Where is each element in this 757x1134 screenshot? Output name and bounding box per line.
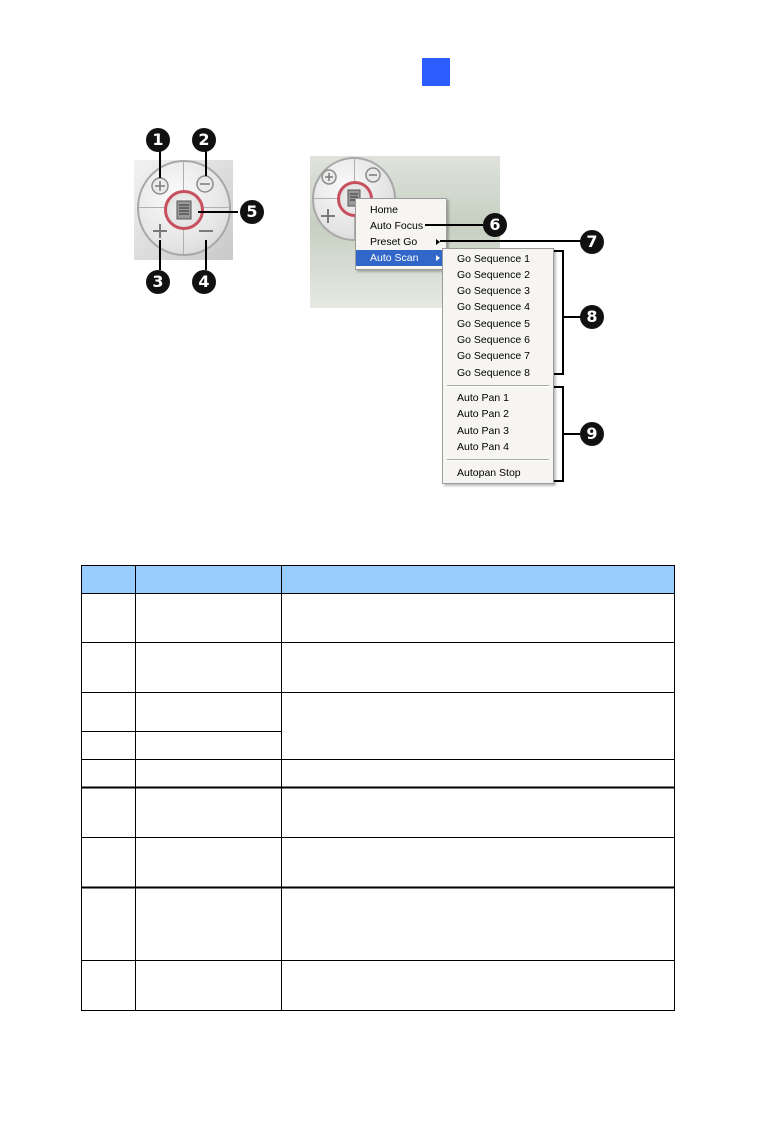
leader-line-1 — [159, 150, 161, 178]
focus-far-icon[interactable] — [196, 221, 216, 241]
submenu-go-sequence-7[interactable]: Go Sequence 7 — [457, 350, 530, 362]
blue-marker-square — [422, 58, 450, 86]
bracket-8-bottom — [554, 373, 564, 375]
callout-1: 1 — [146, 128, 170, 152]
callout-6: 6 — [483, 213, 507, 237]
menu-item-auto-focus[interactable]: Auto Focus — [370, 220, 424, 232]
submenu-auto-pan-1[interactable]: Auto Pan 1 — [457, 392, 509, 404]
submenu-separator — [447, 459, 549, 461]
leader-line-5 — [198, 211, 238, 213]
callout-5: 5 — [240, 200, 264, 224]
bracket-8-vertical — [562, 250, 564, 375]
focus-near-icon[interactable] — [150, 221, 170, 241]
zoom-in-icon[interactable] — [320, 168, 338, 186]
leader-line-6 — [425, 224, 485, 226]
menu-item-home[interactable]: Home — [370, 204, 399, 216]
function-table — [81, 565, 675, 1011]
submenu-arrow-icon — [436, 255, 440, 261]
bracket-8-pointer — [562, 316, 582, 318]
callout-4: 4 — [192, 270, 216, 294]
leader-line-2 — [205, 150, 207, 176]
leader-line-3 — [159, 240, 161, 270]
submenu-go-sequence-5[interactable]: Go Sequence 5 — [457, 318, 530, 330]
submenu-go-sequence-2[interactable]: Go Sequence 2 — [457, 269, 530, 281]
zoom-out-icon[interactable] — [195, 174, 215, 194]
menu-item-auto-scan[interactable]: Auto Scan — [356, 250, 446, 266]
bracket-9-top — [554, 386, 564, 388]
callout-2: 2 — [192, 128, 216, 152]
focus-near-icon[interactable] — [318, 206, 338, 226]
leader-line-7 — [440, 240, 582, 242]
callout-7: 7 — [580, 230, 604, 254]
callout-9: 9 — [580, 422, 604, 446]
submenu-separator — [447, 385, 549, 387]
submenu-go-sequence-8[interactable]: Go Sequence 8 — [457, 367, 530, 379]
zoom-out-icon[interactable] — [364, 166, 382, 184]
bracket-8-top — [554, 250, 564, 252]
ptz-context-menu — [355, 198, 447, 270]
callout-3: 3 — [146, 270, 170, 294]
submenu-go-sequence-1[interactable]: Go Sequence 1 — [457, 253, 530, 265]
submenu-go-sequence-4[interactable]: Go Sequence 4 — [457, 301, 530, 313]
menu-button-icon — [175, 200, 193, 220]
leader-line-4 — [205, 240, 207, 270]
table-grid — [81, 565, 675, 1011]
submenu-auto-pan-3[interactable]: Auto Pan 3 — [457, 425, 509, 437]
bracket-9-pointer — [562, 433, 582, 435]
submenu-go-sequence-6[interactable]: Go Sequence 6 — [457, 334, 530, 346]
zoom-in-icon[interactable] — [150, 176, 170, 196]
callout-8: 8 — [580, 305, 604, 329]
submenu-auto-pan-2[interactable]: Auto Pan 2 — [457, 408, 509, 420]
submenu-go-sequence-3[interactable]: Go Sequence 3 — [457, 285, 530, 297]
auto-scan-submenu — [442, 248, 554, 484]
bracket-9-bottom — [554, 480, 564, 482]
submenu-autopan-stop[interactable]: Autopan Stop — [457, 467, 521, 479]
submenu-auto-pan-4[interactable]: Auto Pan 4 — [457, 441, 509, 453]
menu-item-preset-go[interactable]: Preset Go — [356, 234, 446, 250]
